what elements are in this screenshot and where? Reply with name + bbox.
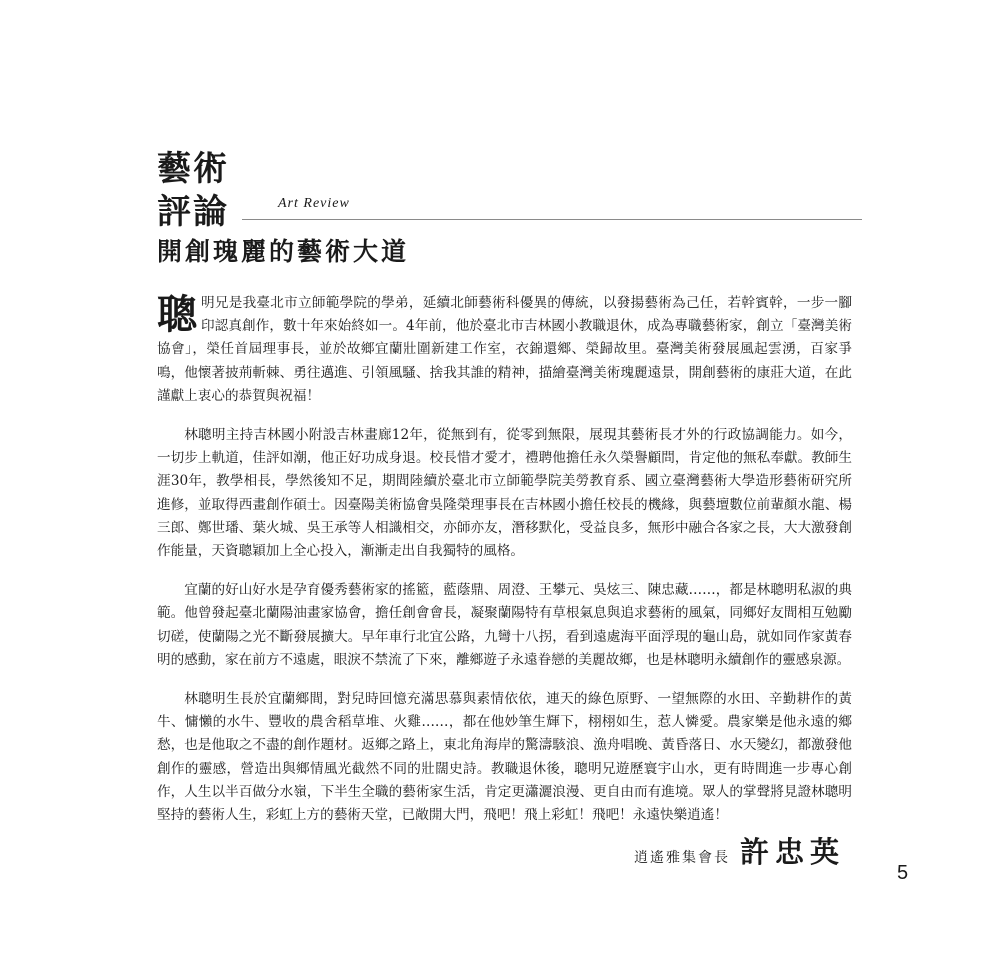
paragraph-1 xyxy=(157,292,852,408)
section-subtitle: Art Review xyxy=(278,196,350,211)
signature-role: 逍遙雅集會長 xyxy=(633,850,730,866)
section-title-line2: 評論 xyxy=(157,192,229,232)
page-number: 5 xyxy=(897,862,909,884)
paragraph-2: 林聰明主持吉林國小附設吉林畫廊12年，從無到有，從零到無限，展現其藝術長才外的行政協調能力。如今，一切步上軌道，佳評如潮，他正好功成身退。校長惜才愛才，禮聘他擔任永久榮譽顧問，肯定他的無私奉獻。教師生涯30年，教學相長，學然後知不足，期間陸續於臺北市立師範學院美勞教育系、國立臺灣藝術大學造形藝術研究所進修，並取得西畫創作碩士。因臺陽美術協會吳隆榮理事長在吉林國小擔任校長的機緣，與藝壇數位前輩顏水龍、楊三郎、鄭世璠、葉火城、吳王承等人相識相交，亦師亦友，潛移默化，受益良多，無形中融合各家之長，大大激發創作能量，天資聰穎加上全心投入，漸漸走出自我獨特的風格。 xyxy=(157,427,852,560)
section-title-line1: 藝術 xyxy=(157,149,229,189)
paragraph-4: 林聰明生長於宜蘭鄉間，對兒時回憶充滿思慕與素情依依，連天的綠色原野、一望無際的水田、辛勤耕作的黃牛、慵懶的水牛、豐收的農舍稻草堆、火雞……，都在他妙筆生輝下，栩栩如生，惹人憐愛。農家樂是他永遠的鄉愁，也是他取之不盡的創作題材。返鄉之路上，東北角海岸的驚濤駭浪、漁舟唱晚、黃昏落日、水天變幻，都激發他創作的靈感，營造出與鄉情風光截然不同的壯闊史詩。教職退休後，聰明兄遊歷寰宇山水，更有時間進一步專心創作，人生以半百做分水嶺，下半生全職的藝術家生活，肯定更瀟灑浪漫、更自由而有進境。眾人的掌聲將見證林聰明堅持的藝術人生，彩虹上方的藝術天堂，已敞開大門，飛吧！飛上彩虹！飛吧！永遠快樂逍遙！ xyxy=(157,691,852,824)
paragraph-1-text: 明兄是我臺北市立師範學院的學弟，延續北師藝術科優異的傳統，以發揚藝術為己任，若幹賓幹，一步一腳印認真創作，數十年來始終如一。4年前，他於臺北市吉林國小教職退休，成為專職藝術家，創立「臺灣美術協會」，榮任首屆理事長，並於故鄉宜蘭壯圍新建工作室，衣錦還鄉、榮歸故里。臺灣美術發展風起雲湧，百家爭鳴，他懷著披荊斬棘、勇往邁進、引領風騷、捨我其誰的精神，描繪臺灣美術瑰麗遠景，開創藝術的康莊大道，在此謹獻上衷心的恭賀與祝福！ xyxy=(157,295,852,404)
signature-name: 許忠英 xyxy=(739,835,845,869)
article-title: 開創瑰麗的藝術大道 xyxy=(157,237,410,266)
article-body xyxy=(157,292,852,843)
section-title xyxy=(157,148,229,234)
paragraph-3: 宜蘭的好山好水是孕育優秀藝術家的搖籃，藍蔭鼎、周澄、王攀元、吳炫三、陳忠藏……，都是林聰明私淑的典範。他曾發起臺北蘭陽油畫家協會，擔任創會會長，凝聚蘭陽特有草根氣息與追求藝術的風氣，同鄉好友間相互勉勵切磋，使蘭陽之光不斷發展擴大。早年車行北宜公路，九彎十八拐，看到遠處海平面浮現的龜山島，就如同作家黃春明的感動，家在前方不遠處，眼淚不禁流了下來，離鄉遊子永遠眷戀的美麗故鄉，也是林聰明永續創作的靈感泉源。 xyxy=(157,582,852,668)
dropcap: 聰 xyxy=(157,291,197,338)
header-divider xyxy=(242,219,862,220)
signature xyxy=(634,830,845,871)
